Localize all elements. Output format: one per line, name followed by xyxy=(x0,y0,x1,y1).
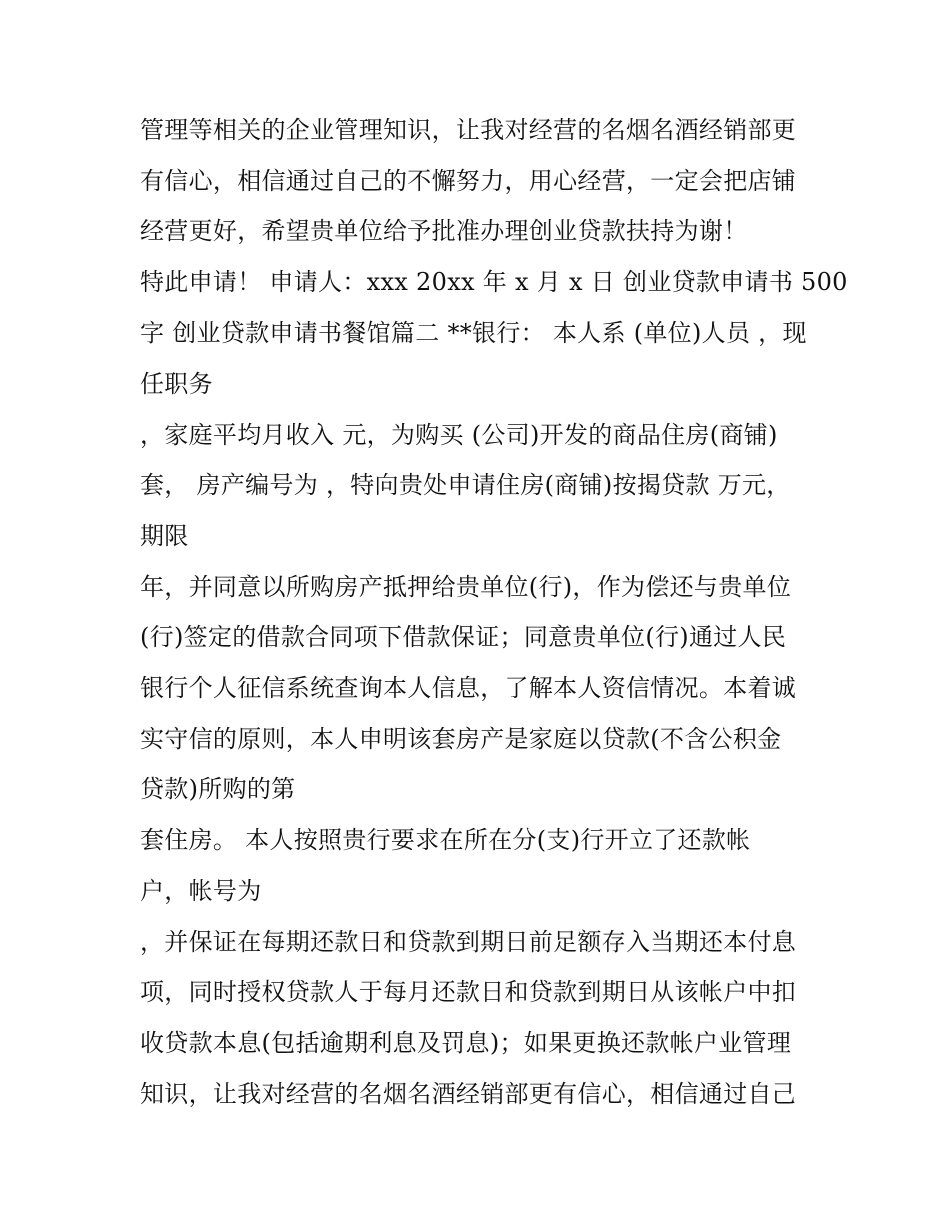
text-line: 银行个人征信系统查询本人信息，了解本人资信情况。本着诚 xyxy=(140,674,797,702)
text-line: 贷款)所购的第 xyxy=(140,775,296,803)
text-line: 套住房。 本人按照贵行要求在所在分(支)行开立了还款帐 xyxy=(140,826,751,854)
text-line: 年，并同意以所购房产抵押给贵单位(行)，作为偿还与贵单位 xyxy=(140,573,792,601)
text-line: 套， 房产编号为 ，特向贵处申请住房(商铺)按揭贷款 万元， xyxy=(140,471,791,499)
text-line: 项，同时授权贷款人于每月还款日和贷款到期日从该帐户中扣 xyxy=(140,978,797,1006)
text-line: 特此申请！ 申请人：xxx 20xx 年 x 月 x 日 创业贷款申请书 500 xyxy=(140,268,848,296)
text-line: 任职务 xyxy=(140,370,213,398)
text-line: ，家庭平均月收入 元，为购买 (公司)开发的商品住房(商铺) xyxy=(140,421,778,449)
text-line: 收贷款本息(包括逾期利息及罚息)；如果更换还款帐户业管理 xyxy=(140,1029,792,1057)
text-line: 实守信的原则，本人申明该套房产是家庭以贷款(不含公积金 xyxy=(140,725,782,753)
text-line: 经营更好，希望贵单位给予批准办理创业贷款扶持为谢！ xyxy=(140,217,748,245)
text-line: 管理等相关的企业管理知识，让我对经营的名烟名酒经销部更 xyxy=(140,116,797,144)
text-line: 有信心，相信通过自己的不懈努力，用心经营，一定会把店铺 xyxy=(140,167,797,195)
text-line: 字 创业贷款申请书餐馆篇二 **银行： 本人系 (单位)人员 ，现 xyxy=(140,319,807,347)
text-line: 户，帐号为 xyxy=(140,877,262,905)
text-line: 知识，让我对经营的名烟名酒经销部更有信心，相信通过自己 xyxy=(140,1080,797,1108)
text-line: (行)签定的借款合同项下借款保证；同意贵单位(行)通过人民 xyxy=(140,623,787,651)
text-line: ，并保证在每期还款日和贷款到期日前足额存入当期还本付息 xyxy=(140,928,797,956)
text-line: 期限 xyxy=(140,522,189,550)
